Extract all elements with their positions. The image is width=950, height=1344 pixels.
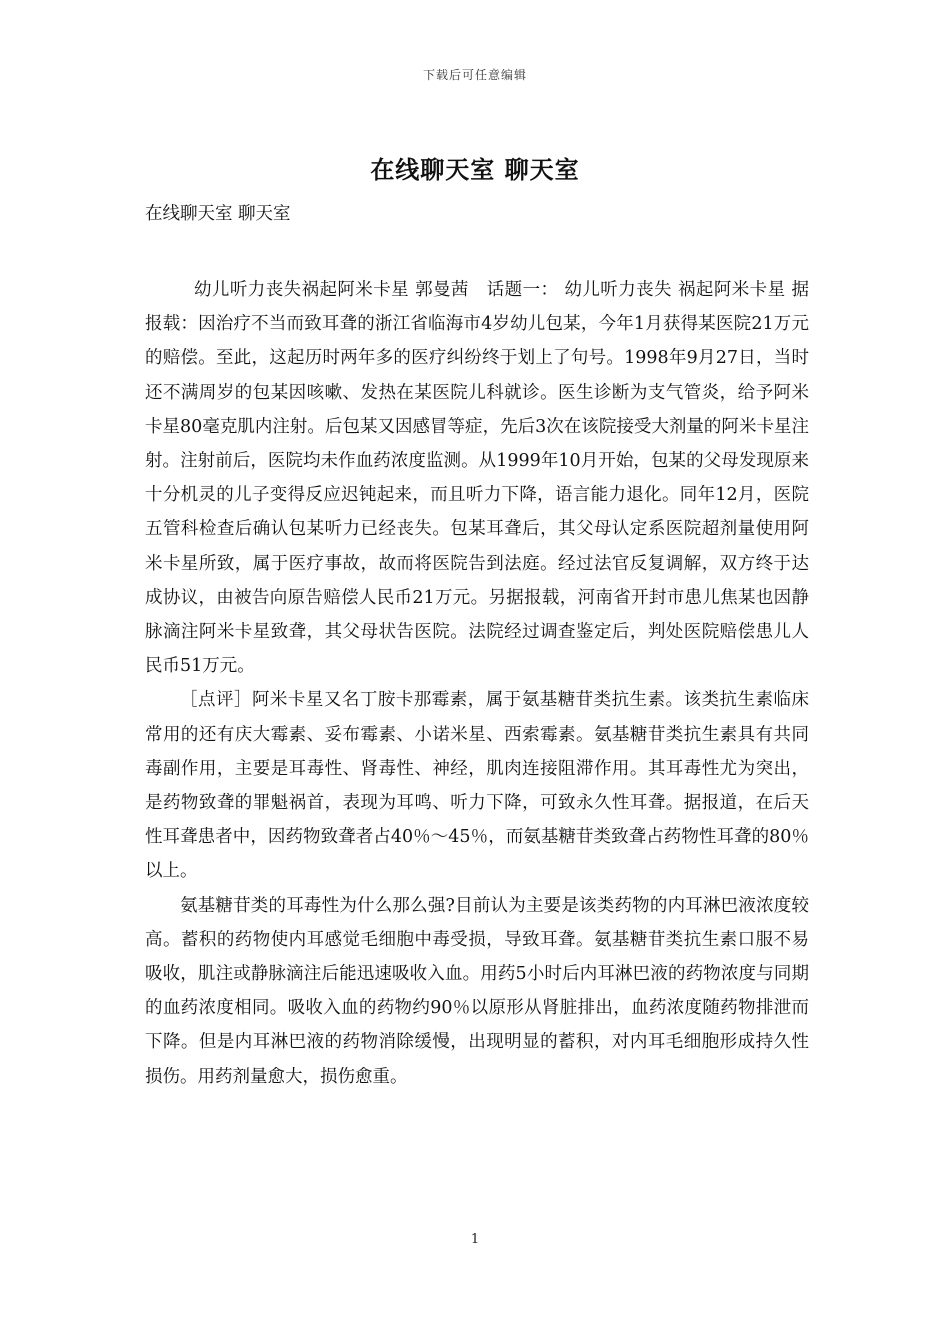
paragraph-news-report: 幼儿听力丧失祸起阿米卡星 郭曼茜 话题一： 幼儿听力丧失 祸起阿米卡星 据报载：因治疗不当而致耳聋的浙江省临海市4岁幼儿包某，今年1月获得某医院21万元的赔偿。至此，这起历时两年多的医疗纠纷终于划上了句号。1998年9月27日，当时还不满周岁的包某因咳嗽、发热在某医院儿科就诊。医生诊断为支气管炎，给予阿米卡星80毫克肌内注射。后包某又因感冒等症，先后3次在该院接受大剂量的阿米卡星注射。注射前后，医院均未作血药浓度监测。从1999年10月开始，包某的父母发现原来十分机灵的儿子变得反应迟钝起来，而且听力下降，语言能力退化。同年12月，医院五管科检查后确认包某听力已经丧失。包某耳聋后，其父母认定系医院超剂量使用阿米卡星所致，属于医疗事故，故而将医院告到法庭。经过法官反复调解，双方终于达成协议，由被告向原告赔偿人民币21万元。另据报载，河南省开封市患儿焦某也因静脉滴注阿米卡星致聋，其父母状告医院。法院经过调查鉴定后，判处医院赔偿患儿人民币51万元。 xyxy=(145,280,809,677)
paragraph-ototoxicity-explanation: 氨基糖苷类的耳毒性为什么那么强?目前认为主要是该类药物的内耳淋巴液浓度较高。蓄积的药物使内耳感觉毛细胞中毒受损，导致耳聋。氨基糖苷类抗生素口服不易吸收，肌注或静脉滴注后能迅速吸收入血。用药5小时后内耳淋巴液的药物浓度与同期的血药浓度相同。吸收入血的药物约90％以原形从肾脏排出，血药浓度随药物排泄而下降。但是内耳淋巴液的药物消除缓慢，出现明显的蓄积，对内耳毛细胞形成持久性损伤。用药剂量愈大，损伤愈重。 xyxy=(145,895,809,1087)
document-body xyxy=(145,273,809,1094)
page-header-note: 下载后可任意编辑 xyxy=(422,68,527,82)
document-subtitle: 在线聊天室 聊天室 xyxy=(145,204,291,224)
paragraph-commentary: ［点评］阿米卡星又名丁胺卡那霉素，属于氨基糖苷类抗生素。该类抗生素临床常用的还有庆大霉素、妥布霉素、小诺米星、西索霉素。氨基糖苷类抗生素具有共同毒副作用，主要是耳毒性、肾毒性、神经，肌肉连接阻滞作用。其耳毒性尤为突出，是药物致聋的罪魁祸首，表现为耳鸣、听力下降，可致永久性耳聋。据报道，在后天性耳聋患者中，因药物致聋者占40％～45％，而氨基糖苷类致聋占药物性耳聋的80％以上。 xyxy=(145,690,809,882)
document-title: 在线聊天室 聊天室 xyxy=(370,156,580,184)
page-number: 1 xyxy=(470,1232,480,1247)
